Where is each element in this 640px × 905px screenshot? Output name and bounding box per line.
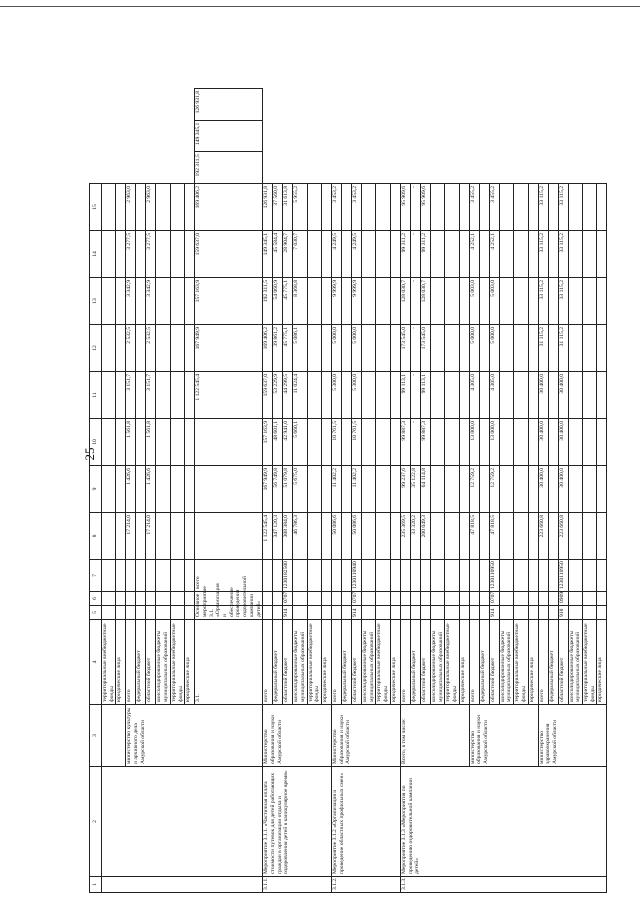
cell-value: 33 115,2: [538, 231, 548, 278]
cell-name: [102, 767, 263, 877]
cell-value: 7 030,7: [293, 231, 307, 278]
cell-source: всего: [538, 620, 548, 705]
cell-value: 3 342,9: [126, 278, 136, 325]
cell-source: областной бюджет: [489, 620, 499, 705]
cell-value: 5 675,0: [293, 466, 307, 513]
cell-value: 31 613,8: [283, 184, 293, 231]
cell-value: 4 252,1: [469, 231, 479, 278]
cell-value: 157 163,9: [263, 419, 273, 466]
cell-value: 5 300,0: [332, 372, 342, 419]
cell-value: 56 749,8: [273, 466, 283, 513]
cell-value: 167 949,9: [195, 325, 263, 372]
cell-value: 33 115,2: [538, 184, 548, 231]
header-cell: 12: [90, 325, 102, 372]
cell-source: всего: [469, 620, 479, 705]
cell-value: 95 909,6: [420, 184, 430, 231]
cell-value: -: [410, 419, 420, 466]
cell-responsible: министерство здравоохранения Амурской области: [538, 705, 607, 767]
cell-source: всего: [263, 620, 273, 705]
cell-value: 12 759,2: [489, 466, 499, 513]
cell-value: 3 151,7: [146, 372, 156, 419]
cell-value: 11 024,4: [293, 372, 307, 419]
cell-value: 39 861,2: [273, 325, 283, 372]
cell-value: 1 561,8: [146, 419, 156, 466]
cell-value: 173 545,0: [400, 325, 410, 372]
cell-value: 8 368,8: [293, 278, 307, 325]
top-rule: [0, 6, 640, 7]
cell-source: областной бюджет: [283, 620, 293, 705]
cell-num: 3.1.3.: [400, 877, 606, 893]
cell-source: консолидированные бюджеты муниципальных образований: [568, 620, 582, 705]
header-cell: 11: [90, 372, 102, 419]
cell-name: Мероприятие 3.1.3 «Мероприятия по проведению оздоровительной кампании детей»: [400, 767, 606, 877]
cell-value: 31 115,2: [538, 325, 548, 372]
cell-value: 99 887,3: [420, 419, 430, 466]
cell-value: 5 086,1: [293, 325, 307, 372]
cell-source: территориальные внебюджетные фонды: [376, 620, 390, 705]
cell-value: 30 400,0: [558, 419, 568, 466]
cell-source: консолидированные бюджеты муниципальных образований: [430, 620, 444, 705]
cell-value: 9 999,9: [332, 278, 342, 325]
cell-value: 223 660,8: [558, 513, 568, 560]
cell-value: 3 342,9: [146, 278, 156, 325]
cell-value: 33 115,2: [558, 184, 568, 231]
cell-source: территориальные внебюджетные фонды: [582, 620, 596, 705]
cell-responsible: Министерство образования и науки Амурской области: [263, 705, 332, 767]
header-cell: 9: [90, 466, 102, 513]
cell-value: 30 400,0: [538, 372, 548, 419]
cell-value: 169 406,2: [263, 325, 273, 372]
cell-value: 2 963,0: [146, 184, 156, 231]
header-cell: 7: [90, 560, 102, 592]
cell-source: юридические лица: [390, 620, 400, 705]
cell-value: 31 115,2: [558, 325, 568, 372]
cell-value: 28 904,7: [283, 231, 293, 278]
cell-value: 54 060,9: [273, 278, 283, 325]
cell-value: 99 113,1: [420, 372, 430, 419]
cell-source: территориальные внебюджетные фонды: [170, 620, 184, 705]
cell-value: 47 818,5: [469, 513, 479, 560]
cell-source: юридические лица: [528, 620, 538, 705]
cell-value: 30 400,0: [558, 466, 568, 513]
rotated-table-container: [89, 88, 634, 893]
cell-name: Мероприятие 3.1.2 «Организация и проведение областных профильных смен»: [332, 767, 401, 877]
cell-code: 914: [489, 606, 499, 620]
cell-source: всего: [195, 560, 263, 592]
cell-value: 5 660,1: [293, 419, 307, 466]
cell-value: 308 384,0: [283, 513, 293, 560]
cell-source: консолидированные бюджеты муниципальных образований: [293, 620, 307, 705]
cell-source: федеральный бюджет: [342, 620, 352, 705]
cell-value: 10 761,5: [332, 419, 342, 466]
cell-value: 4 305,0: [469, 372, 479, 419]
cell-value: 159 637,0: [195, 231, 263, 278]
cell-num: 3.1.1.: [263, 877, 332, 893]
cell-value: 99 311,2: [400, 231, 410, 278]
cell-responsible: министерство культуры и архивного дела Амурской области: [126, 705, 263, 767]
cell-value: 3 453,2: [332, 184, 342, 231]
cell-value: 5 000,0: [469, 325, 479, 372]
cell-name: Мероприятие 3.1.1. «Частичная оплата стоимости путевок для детей работающих граждан в организации отдыха и оздоровления детей в каникулярное время»: [263, 767, 332, 877]
cell-value: 13 000,0: [469, 419, 479, 466]
cell-value: 223 660,8: [538, 513, 548, 560]
cell-value: 10 761,5: [352, 419, 362, 466]
header-cell: 3: [90, 705, 102, 767]
cell-value: 53 229,9: [273, 372, 283, 419]
header-cell: 8: [90, 513, 102, 560]
cell-value: 33 320,2: [410, 513, 420, 560]
cell-value: 3 277,5: [146, 231, 156, 278]
cell-value: 1 561,8: [126, 419, 136, 466]
cell-value: 5 955,2: [293, 184, 307, 231]
cell-value: -: [410, 278, 420, 325]
header-cell: 15: [90, 184, 102, 231]
cell-value: 347 120,3: [273, 513, 283, 560]
header-cell: 1: [90, 877, 102, 893]
cell-code: 914: [283, 606, 293, 620]
table-row: [332, 89, 342, 893]
cell-value: -: [410, 372, 420, 419]
header-cell: 14: [90, 231, 102, 278]
cell-value: 5 000,0: [352, 325, 362, 372]
cell-value: 64 114,8: [420, 466, 430, 513]
cell-value: 17 214,0: [146, 513, 156, 560]
cell-value: 149 345,1: [195, 120, 263, 152]
cell-source: консолидированные бюджеты муниципальных образований: [156, 620, 170, 705]
cell-value: 5 000,0: [332, 325, 342, 372]
cell-value: 5 300,0: [352, 372, 362, 419]
cell-source: областной бюджет: [352, 620, 362, 705]
table-row: [102, 89, 116, 893]
cell-value: 4 249,5: [352, 231, 362, 278]
cell-value: 45 584,4: [273, 231, 283, 278]
header-row: [90, 89, 102, 893]
cell-value: 99 311,2: [420, 231, 430, 278]
cell-value: 30 400,0: [538, 419, 548, 466]
cell-value: 173 545,0: [420, 325, 430, 372]
cell-code: 0909: [558, 592, 568, 606]
cell-code: 1230110950: [489, 560, 499, 592]
cell-value: 33 115,2: [538, 278, 548, 325]
cell-value: 3 455,2: [489, 184, 499, 231]
header-cell: 4: [90, 620, 102, 705]
header-cell: 13: [90, 278, 102, 325]
cell-source: консолидированные бюджеты муниципальных образований: [362, 620, 376, 705]
cell-source: территориальные внебюджетные фонды: [514, 620, 528, 705]
cell-source: федеральный бюджет: [479, 620, 489, 705]
cell-value: 4 252,1: [489, 231, 499, 278]
cell-value: 12 759,2: [469, 466, 479, 513]
cell-source: юридические лица: [185, 620, 195, 705]
cell-source: территориальные внебюджетные фонды: [102, 620, 116, 705]
cell-source: юридические лица: [322, 620, 332, 705]
cell-value: 1 122 545,4: [195, 372, 263, 419]
cell-code: 0707: [489, 592, 499, 606]
cell-value: 3 453,2: [352, 184, 362, 231]
cell-value: 157 163,9: [195, 278, 263, 325]
cell-value: 33 115,2: [558, 231, 568, 278]
cell-value: 3 455,2: [469, 184, 479, 231]
cell-value: 126 931,8: [195, 89, 263, 121]
cell-value: 13 000,0: [489, 419, 499, 466]
cell-source: федеральный бюджет: [548, 620, 558, 705]
cell-value: 235 369,5: [400, 513, 410, 560]
cell-value: 30 400,0: [558, 372, 568, 419]
cell-value: 1 426,6: [146, 466, 156, 513]
cell-source: юридические лица: [597, 620, 607, 705]
cell-num: [102, 877, 263, 893]
cell-value: 45 775,1: [283, 278, 293, 325]
cell-value: 11 402,2: [332, 466, 342, 513]
cell-value: 3 151,7: [126, 372, 136, 419]
cell-value: 2 532,5: [126, 325, 136, 372]
cell-num: 3.1.: [195, 620, 263, 705]
cell-value: 167 949,9: [263, 466, 273, 513]
cell-num: 3.1.2.: [332, 877, 401, 893]
cell-source: территориальные внебюджетные фонды: [307, 620, 321, 705]
cell-source: всего: [400, 620, 410, 705]
table-row: [263, 89, 273, 893]
cell-code: 0707: [352, 592, 362, 606]
cell-value: 48 601,1: [273, 419, 283, 466]
cell-value: -: [410, 184, 420, 231]
header-cell: 2: [90, 767, 102, 877]
cell-value: 51 079,8: [283, 466, 293, 513]
header-cell: 5: [90, 606, 102, 620]
cell-value: 5 000,0: [489, 325, 499, 372]
header-cell: 6: [90, 592, 102, 606]
cell-value: 4 305,0: [489, 372, 499, 419]
cell-source: областной бюджет: [146, 620, 156, 705]
cell-value: 5 003,0: [469, 278, 479, 325]
cell-source: всего: [126, 620, 136, 705]
cell-source: федеральный бюджет: [273, 620, 283, 705]
cell-value: 33 115,2: [558, 278, 568, 325]
cell-source: областной бюджет: [558, 620, 568, 705]
cell-code: 1230110940: [352, 560, 362, 592]
cell-responsible: министерство образования и науки Амурской области: [469, 705, 538, 767]
cell-name: Основное мероприятие 3.1. «Организация и обеспечение проведения оздоровительной кампании детей»: [195, 606, 263, 620]
cell-value: 99 113,1: [400, 372, 410, 419]
cell-value: -: [410, 325, 420, 372]
cell-source: юридические лица: [116, 620, 126, 705]
cell-responsible: [102, 705, 126, 767]
cell-source: федеральный бюджет: [410, 620, 420, 705]
cell-value: 35 122,8: [410, 466, 420, 513]
cell-value: 11 402,2: [352, 466, 362, 513]
cell-responsible: Министерство образования и науки Амурской области: [332, 705, 401, 767]
cell-value: 192 311,5: [195, 152, 263, 184]
cell-code: 914: [352, 606, 362, 620]
cell-value: 128 030,7: [420, 278, 430, 325]
cell-source: областной бюджет: [420, 620, 430, 705]
cell-value: 159 637,0: [263, 372, 273, 419]
cell-value: 95 909,6: [400, 184, 410, 231]
cell-value: 149 345,1: [263, 231, 273, 278]
cell-value: 3 277,5: [126, 231, 136, 278]
cell-value: 126 931,8: [263, 184, 273, 231]
cell-responsible: Всего, в том числе:: [400, 705, 469, 767]
cell-value: -: [410, 231, 420, 278]
cell-value: 50 086,6: [352, 513, 362, 560]
cell-value: 169 406,2: [195, 184, 263, 231]
cell-value: 42 941,0: [283, 419, 293, 466]
cell-value: 46 786,3: [293, 513, 307, 560]
cell-value: 47 818,5: [489, 513, 499, 560]
cell-value: 1 122 545,4: [263, 513, 273, 560]
cell-source: юридические лица: [459, 620, 469, 705]
cell-value: 99 237,6: [400, 466, 410, 513]
cell-code: 0707: [283, 592, 293, 606]
header-cell: 10: [90, 419, 102, 466]
cell-value: 30 400,0: [538, 466, 548, 513]
cell-code: 918: [558, 606, 568, 620]
page-number: 25: [82, 447, 97, 461]
table-row: [400, 89, 410, 893]
cell-value: 45 775,1: [283, 325, 293, 372]
cell-source: консолидированные бюджеты муниципальных образований: [499, 620, 513, 705]
cell-value: 1 426,6: [126, 466, 136, 513]
cell-value: 200 049,3: [420, 513, 430, 560]
cell-value: 2 532,5: [146, 325, 156, 372]
budget-table: [89, 88, 607, 893]
cell-value: 44 299,5: [283, 372, 293, 419]
cell-value: 17 214,0: [126, 513, 136, 560]
cell-value: 2 963,0: [126, 184, 136, 231]
cell-value: 37 560,0: [273, 184, 283, 231]
cell-value: 99 887,3: [400, 419, 410, 466]
cell-value: 192 311,5: [263, 278, 273, 325]
cell-code: 1230182500: [283, 560, 293, 592]
cell-value: 128 030,7: [400, 278, 410, 325]
cell-value: 50 086,6: [332, 513, 342, 560]
cell-source: территориальные внебюджетные фонды: [445, 620, 459, 705]
cell-value: 5 003,0: [489, 278, 499, 325]
cell-source: федеральный бюджет: [136, 620, 146, 705]
cell-source: всего: [332, 620, 342, 705]
cell-code: 1230110950: [558, 560, 568, 592]
cell-value: 4 249,5: [332, 231, 342, 278]
cell-value: 9 999,9: [352, 278, 362, 325]
